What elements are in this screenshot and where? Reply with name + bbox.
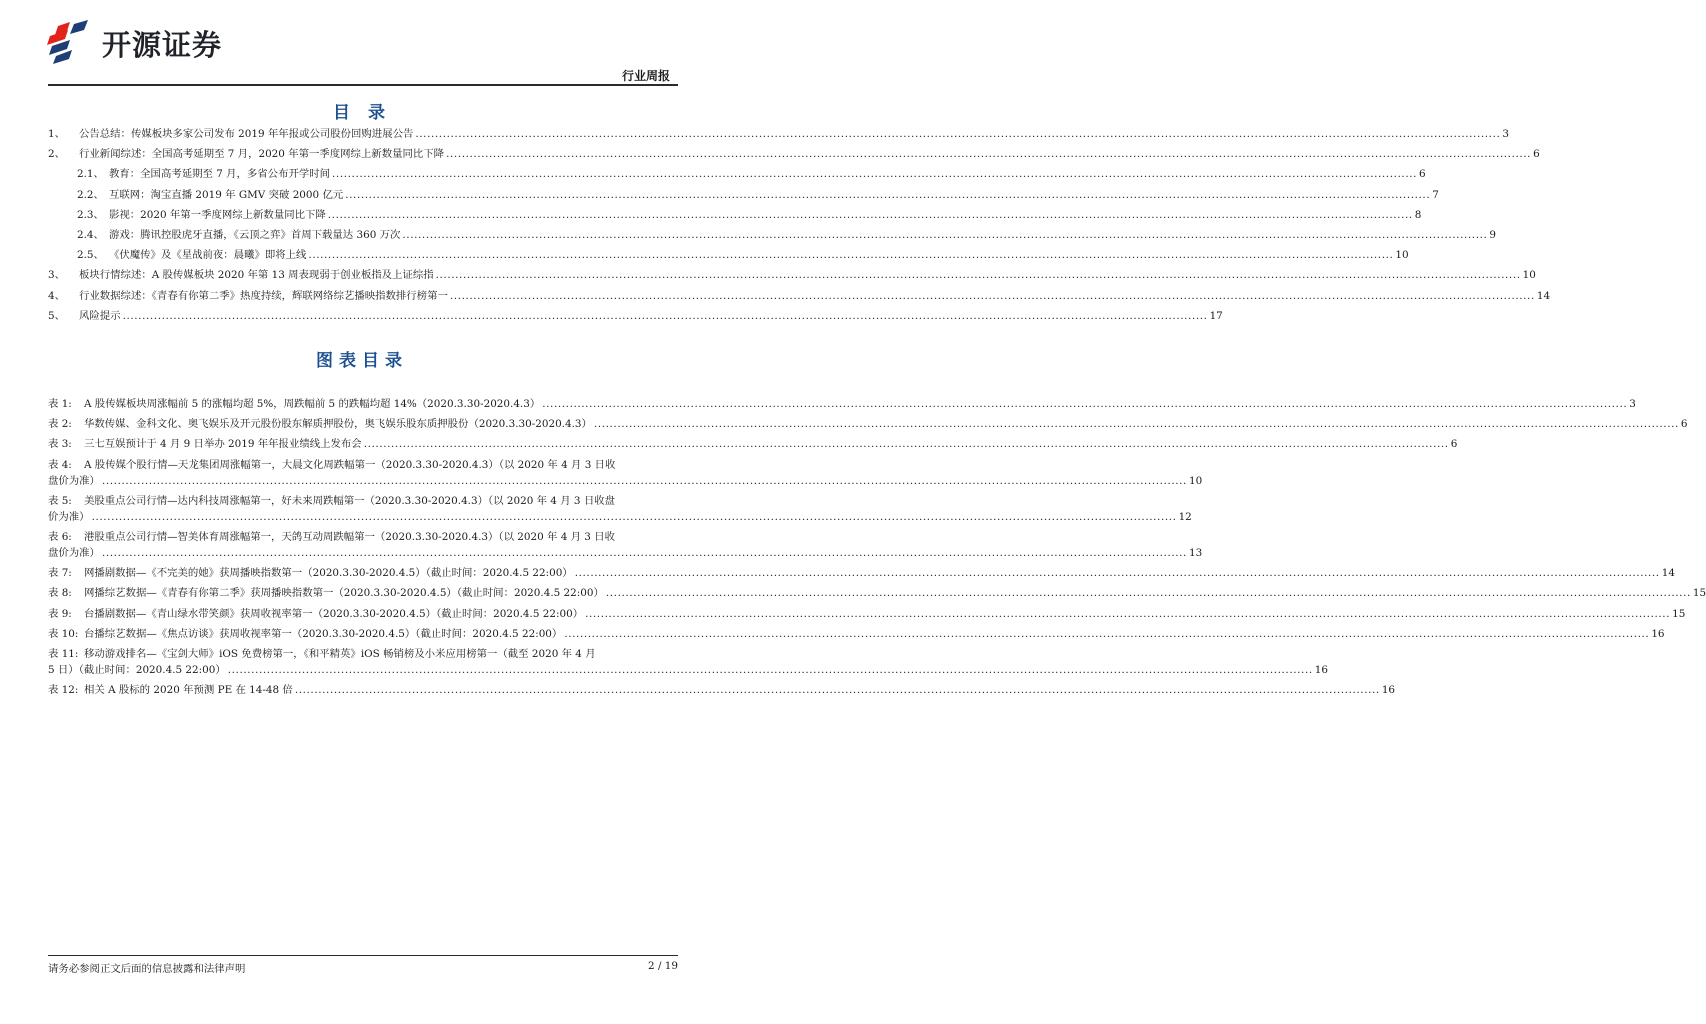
figure-leader-dots bbox=[606, 585, 1691, 601]
figure-entry-number: 表 1: bbox=[48, 398, 72, 410]
toc-leader-dots bbox=[308, 247, 1393, 263]
toc-title: 目 录 bbox=[333, 103, 391, 123]
figure-leader-dots bbox=[228, 662, 1313, 678]
figure-entry-page: 12 bbox=[1178, 510, 1192, 523]
figure-entry-number: 表 8: bbox=[48, 587, 72, 600]
figure-entry-text: 美股重点公司行情—达内科技周涨幅第一，好未来周跌幅第一（2020.3.30-2020.4.3）（以 2020 年 4 月 3 日收盘 bbox=[84, 494, 616, 507]
figure-entry-text: 三七互娱预计于 4 月 9 日举办 2019 年年报业绩线上发布会 bbox=[84, 438, 362, 451]
toc-leader-dots bbox=[415, 126, 1500, 142]
toc-leader-dots bbox=[436, 267, 1521, 283]
figure-entry[interactable] bbox=[48, 493, 1192, 525]
figure-entry-text: 台播剧数据—《青山绿水带笑颜》获周收视率第一（2020.3.30-2020.4.5）（截止时间：2020.4.5 22:00） bbox=[84, 607, 584, 620]
figure-list bbox=[48, 396, 1706, 702]
toc-list bbox=[48, 126, 1551, 328]
toc-entry[interactable] bbox=[48, 308, 1223, 328]
toc-entry-text: 教育：全国高考延期至 7 月，多省公布开学时间 bbox=[109, 168, 331, 181]
toc-entry-page: 10 bbox=[1395, 249, 1409, 262]
toc-entry[interactable] bbox=[48, 166, 1426, 186]
toc-entry-number: 5、 bbox=[48, 309, 66, 322]
figure-entry-page: 16 bbox=[1314, 663, 1328, 676]
page-indicator: 2 / 19 bbox=[648, 960, 678, 972]
figure-leader-dots bbox=[564, 626, 1649, 642]
toc-entry-text: 影视：2020 年第一季度网综上新数量同比下降 bbox=[109, 208, 326, 221]
figure-leader-dots bbox=[542, 396, 1627, 412]
figure-entry-text: 网播综艺数据—《青春有你第二季》获周播映指数第一（2020.3.30-2020.4.5）（截止时间：2020.4.5 22:00） bbox=[84, 587, 604, 600]
toc-entry-page: 6 bbox=[1533, 148, 1540, 161]
toc-entry-text: 风险提示 bbox=[79, 309, 121, 322]
figure-entry-text: 港股重点公司行情—智美体育周涨幅第一，天鸽互动周跌幅第一（2020.3.30-2020.4.3）（以 2020 年 4 月 3 日收 bbox=[84, 530, 616, 543]
figure-leader-dots bbox=[585, 606, 1670, 622]
figure-entry-page: 15 bbox=[1692, 587, 1706, 600]
figure-entry-text: A 股传媒板块周涨幅前 5 的涨幅均超 5%，周跌幅前 5 的跌幅均超 14%（2020.3.30-2020.4.3） bbox=[84, 398, 541, 410]
toc-entry[interactable] bbox=[48, 207, 1422, 227]
toc-entry-page: 8 bbox=[1414, 208, 1422, 221]
toc-entry-text: 公告总结：传媒板块多家公司发布 2019 年年报或公司股份回购进展公告 bbox=[79, 128, 414, 140]
figure-entry[interactable] bbox=[48, 396, 1636, 412]
figure-entry-page: 10 bbox=[1188, 474, 1203, 487]
figure-entry-page: 13 bbox=[1188, 546, 1203, 559]
figure-leader-dots bbox=[575, 565, 1660, 581]
figure-entry-page: 16 bbox=[1381, 684, 1396, 697]
figure-entry[interactable] bbox=[48, 585, 1706, 601]
figure-entry-number: 表 5: bbox=[48, 494, 72, 507]
toc-entry[interactable] bbox=[48, 146, 1540, 166]
document-type-label: 行业周报 bbox=[621, 69, 670, 83]
figure-entry-text: 5 日）（截止时间：2020.4.5 22:00） bbox=[48, 663, 226, 676]
figure-leader-dots bbox=[102, 545, 1187, 561]
figure-entry-number: 表 6: bbox=[48, 530, 72, 543]
toc-leader-dots bbox=[402, 227, 1487, 243]
figure-entry-page: 14 bbox=[1661, 567, 1675, 580]
figure-entry-number: 表 7: bbox=[48, 567, 72, 580]
figure-leader-dots bbox=[364, 436, 1449, 452]
figure-entry-page: 6 bbox=[1680, 418, 1688, 431]
toc-entry-number: 2.1、 bbox=[77, 168, 104, 181]
toc-entry-number: 2、 bbox=[48, 148, 66, 161]
figure-entry-number: 表 3: bbox=[48, 438, 72, 451]
toc-entry-text: 板块行情综述：A 股传媒板块 2020 年第 13 周表现弱于创业板指及上证综指 bbox=[79, 269, 434, 282]
figure-entry-number: 表 4: bbox=[48, 458, 72, 471]
figure-entry-number: 表 11: bbox=[48, 647, 79, 660]
figure-entry[interactable] bbox=[48, 457, 1203, 489]
figure-entry-page: 15 bbox=[1672, 607, 1686, 620]
toc-entry-page: 17 bbox=[1209, 309, 1223, 322]
toc-leader-dots bbox=[450, 288, 1535, 304]
figure-leader-dots bbox=[295, 682, 1380, 698]
figure-entry-text: 价为准） bbox=[48, 510, 90, 523]
figure-entry-number: 表 10: bbox=[48, 627, 79, 640]
toc-entry[interactable] bbox=[48, 187, 1439, 207]
toc-entry-page: 7 bbox=[1432, 188, 1439, 201]
figure-entry-text: 相关 A 股标的 2020 年预测 PE 在 14-48 倍 bbox=[84, 684, 293, 697]
figure-entry-page: 3 bbox=[1629, 398, 1636, 410]
toc-entry-page: 14 bbox=[1536, 289, 1551, 302]
figure-entry[interactable] bbox=[48, 682, 1396, 698]
figure-entry-number: 表 12: bbox=[48, 684, 79, 697]
figure-entry[interactable] bbox=[48, 646, 1328, 678]
toc-leader-dots bbox=[446, 146, 1531, 162]
figure-entry[interactable] bbox=[48, 565, 1675, 581]
toc-entry[interactable] bbox=[48, 247, 1409, 267]
figure-entry-text: 盘价为准） bbox=[48, 474, 100, 487]
figure-entry-text: 华数传媒、金科文化、奥飞娱乐及开元股份股东解质押股份，奥飞娱乐股东质押股份（2020.3.30-2020.4.3） bbox=[84, 418, 592, 431]
toc-leader-dots bbox=[345, 187, 1430, 203]
figure-entry[interactable] bbox=[48, 436, 1458, 452]
figure-entry[interactable] bbox=[48, 626, 1665, 642]
figure-entry[interactable] bbox=[48, 416, 1688, 432]
figure-entry[interactable] bbox=[48, 529, 1203, 561]
figure-entry-number: 表 9: bbox=[48, 607, 72, 620]
toc-entry[interactable] bbox=[48, 227, 1497, 247]
toc-entry[interactable] bbox=[48, 126, 1509, 146]
toc-entry-number: 2.2、 bbox=[77, 188, 104, 201]
toc-leader-dots bbox=[332, 166, 1417, 182]
toc-entry-page: 10 bbox=[1522, 269, 1536, 282]
footer-divider bbox=[48, 955, 678, 956]
toc-entry-text: 行业新闻综述：全国高考延期至 7 月，2020 年第一季度网综上新数量同比下降 bbox=[79, 148, 445, 161]
brand-logo-icon bbox=[40, 20, 100, 66]
toc-entry-number: 4、 bbox=[48, 289, 66, 302]
header-divider bbox=[48, 84, 678, 86]
toc-entry-page: 6 bbox=[1419, 168, 1426, 181]
figure-entry-text: 台播综艺数据—《焦点访谈》获周收视率第一（2020.3.30-2020.4.5）（截止时间：2020.4.5 22:00） bbox=[84, 627, 563, 640]
toc-entry-page: 9 bbox=[1489, 228, 1497, 241]
toc-leader-dots bbox=[328, 207, 1413, 223]
toc-entry-text: 《伏魔传》及《星战前夜：晨曦》即将上线 bbox=[109, 249, 307, 262]
footer-disclaimer: 请务必参阅正文后面的信息披露和法律声明 bbox=[48, 963, 246, 975]
brand-name: 开源证券 bbox=[102, 27, 223, 62]
toc-entry[interactable] bbox=[48, 267, 1536, 287]
toc-entry-text: 互联网：淘宝直播 2019 年 GMV 突破 2000 亿元 bbox=[109, 188, 344, 201]
figure-entry-page: 6 bbox=[1450, 438, 1458, 451]
figure-entry-text: 移动游戏排名—《宝剑大师》iOS 免费榜第一，《和平精英》iOS 畅销榜及小米应用榜第一（截至 2020 年 4 月 bbox=[84, 647, 596, 660]
figure-entry-number: 表 2: bbox=[48, 418, 72, 431]
toc-entry-number: 3、 bbox=[48, 269, 66, 282]
brand-logo bbox=[40, 20, 222, 66]
figure-leader-dots bbox=[594, 416, 1679, 432]
toc-entry-number: 2.4、 bbox=[77, 228, 104, 241]
toc-entry[interactable] bbox=[48, 288, 1551, 308]
figure-entry[interactable] bbox=[48, 606, 1686, 622]
figure-entry-text: 网播剧数据—《不完美的她》获周播映指数第一（2020.3.30-2020.4.5）（截止时间：2020.4.5 22:00） bbox=[84, 567, 573, 580]
figure-entry-text: 盘价为准） bbox=[48, 546, 100, 559]
toc-entry-number: 2.3、 bbox=[77, 208, 104, 221]
toc-entry-text: 行业数据综述：《青春有你第二季》热度持续，辉联网络综艺播映指数排行榜第一 bbox=[79, 289, 448, 302]
figure-list-title: 图表目录 bbox=[316, 351, 408, 371]
figure-leader-dots bbox=[92, 509, 1177, 525]
toc-entry-page: 3 bbox=[1502, 128, 1509, 140]
figure-leader-dots bbox=[102, 473, 1187, 489]
toc-entry-number: 2.5、 bbox=[77, 249, 104, 262]
toc-leader-dots bbox=[123, 308, 1208, 324]
figure-entry-text: A 股传媒个股行情—天龙集团周涨幅第一，大晨文化周跌幅第一（2020.3.30-2020.4.3）（以 2020 年 4 月 3 日收 bbox=[84, 458, 616, 471]
toc-entry-number: 1、 bbox=[48, 128, 66, 140]
toc-entry-text: 游戏：腾讯控股虎牙直播，《云顶之弈》首周下载量达 360 万次 bbox=[109, 228, 401, 241]
figure-entry-page: 16 bbox=[1651, 627, 1665, 640]
